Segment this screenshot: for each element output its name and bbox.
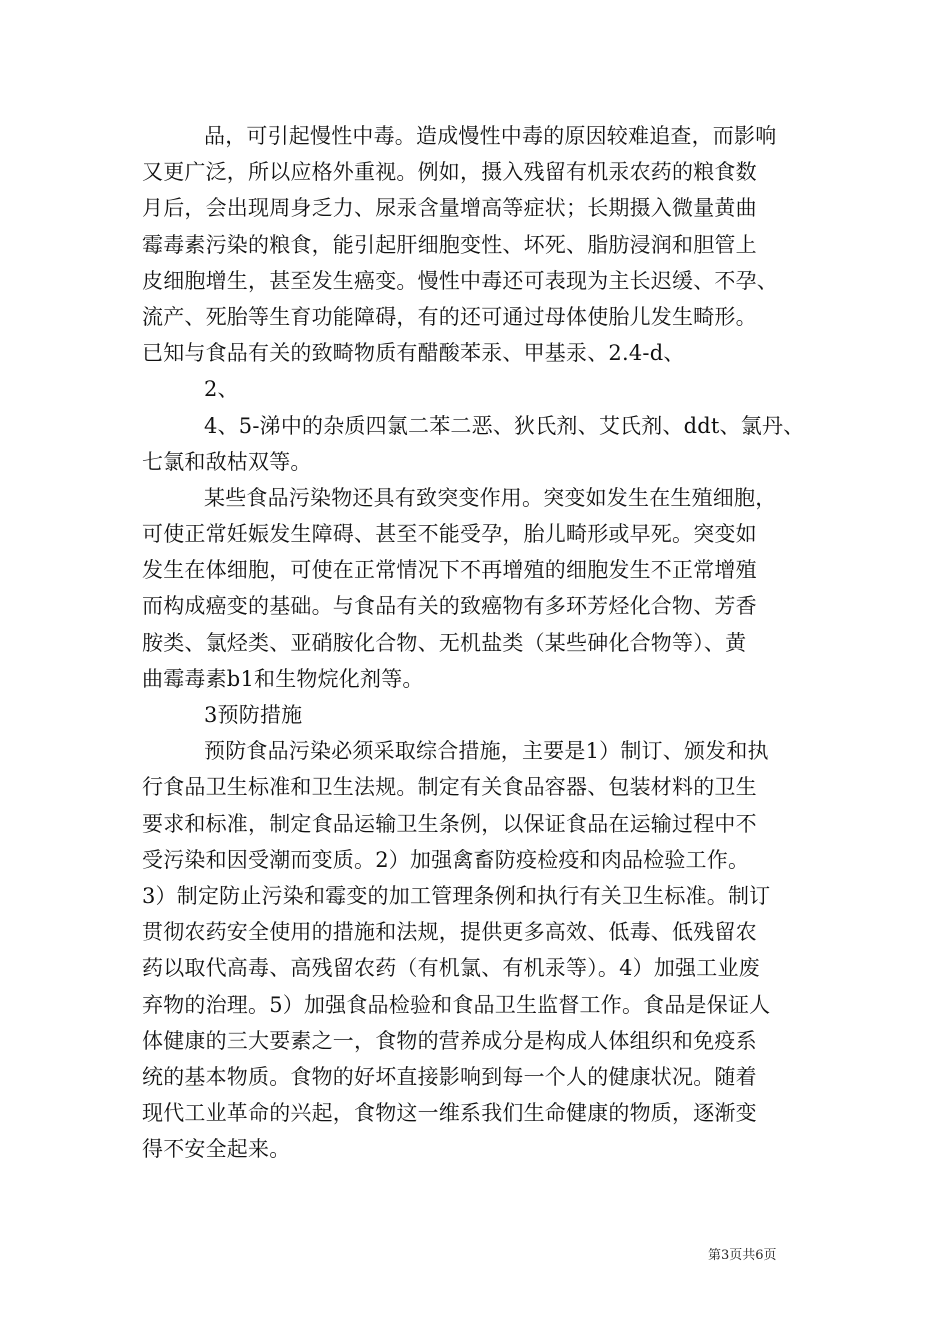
paragraph-line: 七氯和敌枯双等。 — [142, 449, 312, 474]
paragraph-line: 体健康的三大要素之一，食物的营养成分是构成人体组织和免疫系 — [142, 1028, 757, 1053]
paragraph-line: 2、 — [204, 377, 239, 402]
section-heading: 3预防措施 — [204, 703, 303, 727]
paragraph-line: 可使正常妊娠发生障碍、甚至不能受孕，胎儿畸形或早死。突变如 — [142, 522, 757, 547]
paragraph-line: 而构成癌变的基础。与食品有关的致癌物有多环芳烃化合物、芳香 — [142, 594, 757, 619]
paragraph-line: 3）制定防止污染和霉变的加工管理条例和执行有关卫生标准。制订 — [142, 883, 771, 908]
paragraph-line: 现代工业革命的兴起，食物这一维系我们生命健康的物质，逐渐变 — [142, 1101, 757, 1126]
paragraph-line: 霉毒素污染的粮食，能引起肝细胞变性、坏死、脂肪浸润和胆管上 — [142, 232, 757, 257]
paragraph-line: 又更广泛，所以应格外重视。例如，摄入残留有机汞农药的粮食数 — [142, 160, 757, 185]
paragraph-line: 已知与食品有关的致畸物质有醋酸苯汞、甲基汞、2.4-d、 — [142, 341, 685, 366]
paragraph-line: 曲霉毒素b1和生物烷化剂等。 — [142, 666, 424, 691]
paragraph-line: 流产、死胎等生育功能障碍，有的还可通过母体使胎儿发生畸形。 — [142, 304, 757, 329]
paragraph-line: 4、5-涕中的杂质四氯二苯二恶、狄氏剂、艾氏剂、ddt、氯丹、 — [204, 413, 805, 438]
paragraph-line: 得不安全起来。 — [142, 1137, 291, 1162]
paragraph-line: 药以取代高毒、高残留农药（有机氯、有机汞等）。4）加强工业废 — [142, 956, 760, 981]
paragraph-line: 月后，会出现周身乏力、尿汞含量增高等症状；长期摄入微量黄曲 — [142, 196, 757, 221]
paragraph-line: 弃物的治理。5）加强食品检验和食品卫生监督工作。食品是保证人 — [142, 992, 771, 1017]
paragraph-line: 受污染和因受潮而变质。2）加强禽畜防疫检疫和肉品检验工作。 — [142, 847, 750, 872]
paragraph-line: 要求和标准，制定食品运输卫生条例，以保证食品在运输过程中不 — [142, 811, 757, 836]
paragraph-line: 预防食品污染必须采取综合措施，主要是1）制订、颁发和执 — [204, 739, 769, 764]
paragraph-line: 皮细胞增生，甚至发生癌变。慢性中毒还可表现为主长迟缓、不孕、 — [142, 268, 778, 293]
paragraph-line: 贯彻农药安全使用的措施和法规，提供更多高效、低毒、低残留农 — [142, 920, 757, 945]
paragraph-line: 发生在体细胞，可使在正常情况下不再增殖的细胞发生不正常增殖 — [142, 558, 757, 583]
paragraph-line: 胺类、氯烃类、亚硝胺化合物、无机盐类（某些砷化合物等）、黄 — [142, 630, 747, 655]
paragraph-line: 行食品卫生标准和卫生法规。制定有关食品容器、包装材料的卫生 — [142, 775, 757, 800]
paragraph-line: 某些食品污染物还具有致突变作用。突变如发生在生殖细胞， — [204, 485, 777, 510]
paragraph-line: 统的基本物质。食物的好坏直接影响到每一个人的健康状况。随着 — [142, 1064, 757, 1089]
page-number-footer: 第3页共6页 — [708, 1248, 777, 1263]
paragraph-line: 品，可引起慢性中毒。造成慢性中毒的原因较难追查，而影响 — [204, 124, 777, 148]
document-body — [142, 118, 828, 1167]
